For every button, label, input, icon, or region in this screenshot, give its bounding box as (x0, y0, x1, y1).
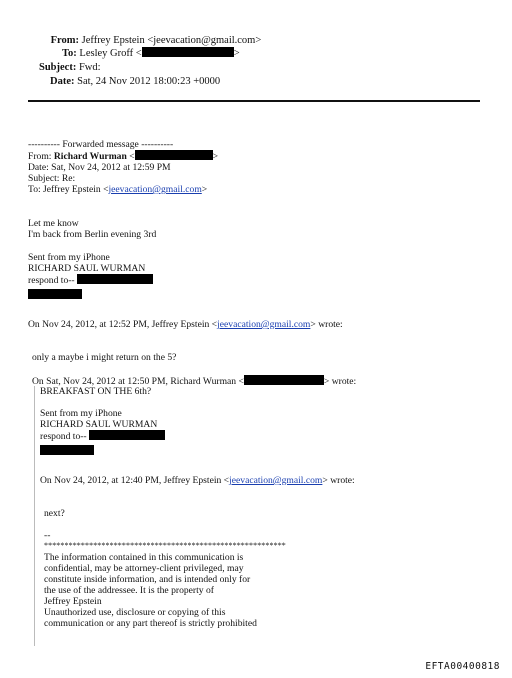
body-line-1: Let me know (28, 218, 79, 229)
body-line-2: I'm back from Berlin evening 3rd (28, 229, 157, 240)
redaction-block (77, 274, 153, 284)
forwarded-from-name: Richard Wurman (53, 151, 127, 162)
redaction-block (89, 430, 165, 440)
quote2-intro-prefix: On Sat, Nov 24, 2012 at 12:50 PM, Richard Wurman < (32, 376, 244, 387)
quote1-text: only a maybe i might return on the 5? (32, 352, 177, 363)
quote2-text: BREAKFAST ON THE 6th? (40, 386, 152, 397)
disclaimer-line-2: confidential, may be attorney-client privileged, may (44, 563, 244, 574)
date-label: Date: (50, 76, 75, 87)
forwarded-from-row (28, 150, 218, 163)
forwarded-from-lt: < (129, 151, 135, 162)
forwarded-date: Date: Sat, Nov 24, 2012 at 12:59 PM (28, 162, 171, 173)
from-value: Jeffrey Epstein <jeevacation@gmail.com> (81, 35, 262, 46)
quote2-redaction-row (40, 441, 94, 459)
disclaimer-line-4: the use of the addressee. It is the property of (44, 585, 214, 596)
quote3-intro (40, 475, 355, 487)
quote1-intro-prefix: On Nov 24, 2012, at 12:52 PM, Jeffrey Epstein < (28, 319, 218, 330)
subject-label: Subject: (39, 62, 77, 73)
header-to-row (62, 47, 240, 60)
to-label: To: (62, 48, 77, 59)
redaction-block (244, 375, 324, 385)
forwarded-to-email-link[interactable]: jeevacation@gmail.com (108, 184, 202, 195)
forwarded-to-row (28, 184, 207, 196)
quote3-email-link[interactable]: jeevacation@gmail.com (229, 475, 323, 486)
forwarded-to-prefix: To: Jeffrey Epstein < (28, 184, 109, 195)
quote3-intro-suffix: > wrote: (322, 475, 355, 486)
subject-value: Fwd: (78, 62, 101, 73)
redaction-block (135, 150, 213, 160)
disclaimer-dashes: -- (44, 530, 51, 541)
quote2-intro-suffix: > wrote: (323, 376, 357, 387)
redaction-block (40, 445, 94, 455)
forwarded-subject: Subject: Re: (28, 173, 76, 184)
quote2-signature-name: RICHARD SAUL WURMAN (40, 419, 158, 430)
to-suffix: > (233, 48, 240, 59)
forwarded-from-label: From: (28, 151, 52, 162)
disclaimer-line-7: communication or any part thereof is strictly prohibited (44, 618, 257, 629)
quote2-respond-label: respond to-- (40, 431, 87, 442)
forwarded-from-gt: > (212, 151, 219, 162)
quote1-intro-suffix: > wrote: (310, 319, 343, 330)
bates-number: EFTA00400818 (425, 661, 500, 672)
from-label: From: (50, 35, 80, 46)
header-divider (28, 100, 480, 102)
to-value: Lesley Groff < (79, 48, 142, 59)
redaction-block (28, 289, 82, 299)
header-date-row (50, 75, 220, 88)
disclaimer-line-6: Unauthorized use, disclosure or copying of this (44, 607, 226, 618)
forwarded-to-suffix: > (201, 184, 208, 195)
header-subject-row (39, 61, 101, 74)
quote1-intro (28, 319, 343, 331)
disclaimer-line-1: The information contained in this communication is (44, 552, 244, 563)
header-from-row (48, 34, 261, 47)
disclaimer-stars: *********************************************************** (44, 541, 286, 550)
signature-redaction-row (28, 285, 82, 303)
quote-bar (34, 386, 35, 646)
disclaimer-line-3: constitute inside information, and is intended only for (44, 574, 251, 585)
quote3-intro-prefix: On Nov 24, 2012, at 12:40 PM, Jeffrey Epstein < (40, 475, 230, 486)
signature-sent: Sent from my iPhone (28, 252, 110, 263)
signature-respond-label: respond to-- (28, 275, 75, 286)
disclaimer-line-5: Jeffrey Epstein (44, 596, 102, 607)
redaction-block (142, 47, 234, 57)
date-value: Sat, 24 Nov 2012 18:00:23 +0000 (77, 76, 221, 87)
quote3-text: next? (44, 508, 65, 519)
forwarded-banner: ---------- Forwarded message ---------- (28, 139, 174, 150)
quote2-signature-sent: Sent from my iPhone (40, 408, 122, 419)
signature-name: RICHARD SAUL WURMAN (28, 263, 146, 274)
quote1-email-link[interactable]: jeevacation@gmail.com (217, 319, 311, 330)
